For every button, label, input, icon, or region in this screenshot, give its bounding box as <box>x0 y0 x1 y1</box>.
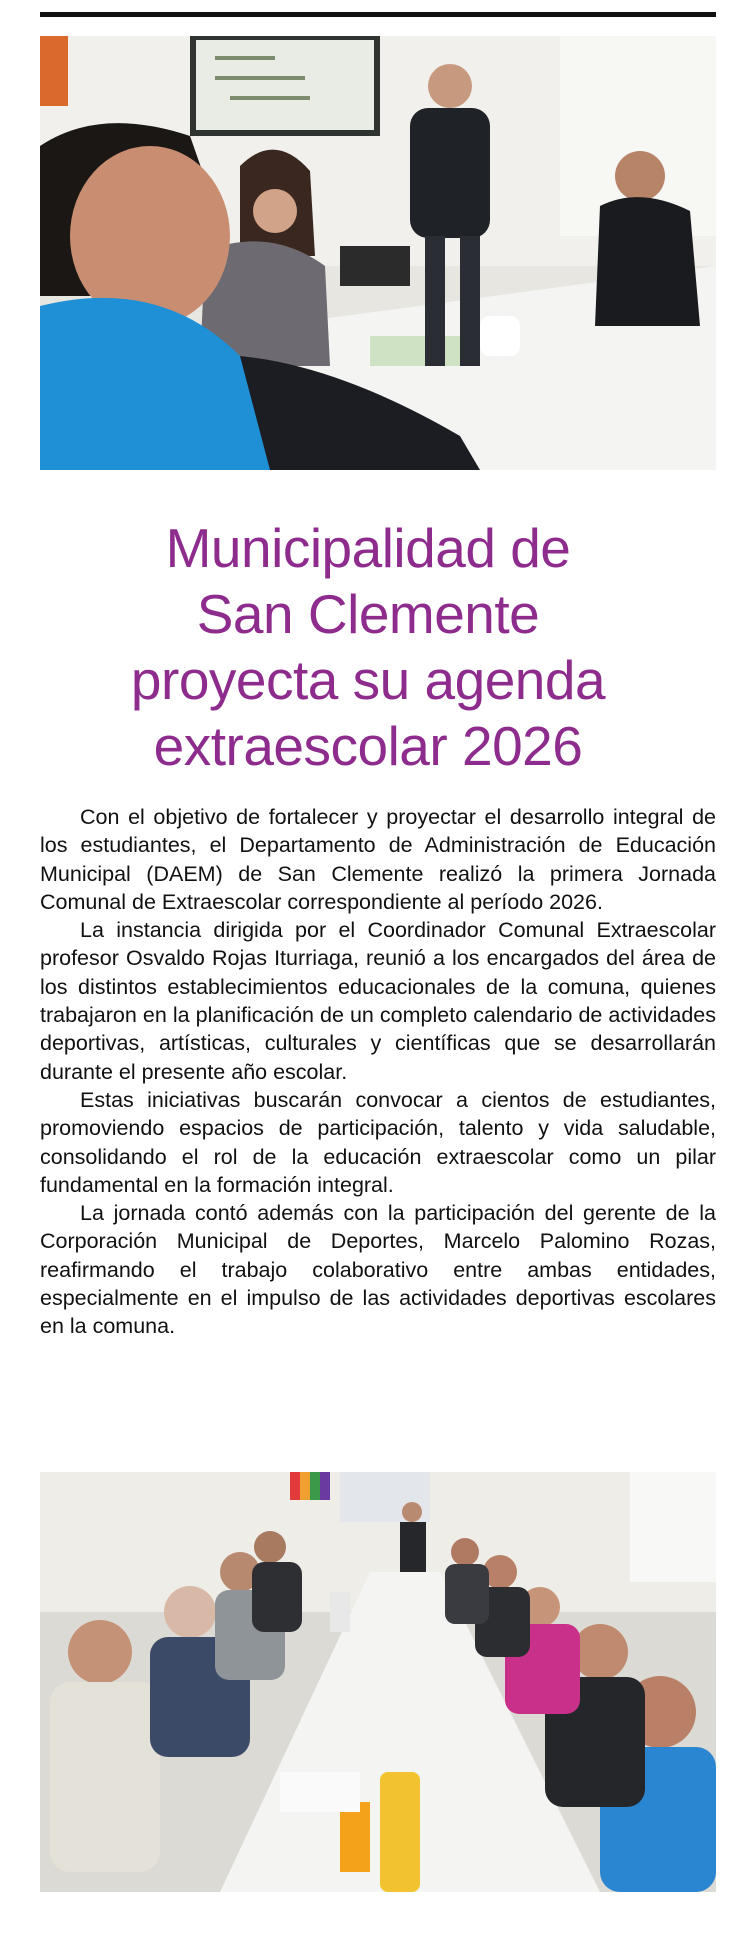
headline-line: extraescolar 2026 <box>153 714 583 777</box>
meeting-photo-bottom <box>40 1472 716 1892</box>
article-paragraph: La instancia dirigida por el Coordinador Comunal Extraescolar profesor Osvaldo Rojas Iturriaga, reunió a los encargados del área de los distintos establecimientos educacionales de la comuna, quienes trabajaron en la planificación de un completo calendario de actividades deportivas, artísticas, culturales y científicas que se desarrollarán durante el presente año escolar. <box>40 918 716 1084</box>
article-paragraph: Con el objetivo de fortalecer y proyectar el desarrollo integral de los estudiantes, el Departamento de Administración de Educación Municipal (DAEM) de San Clemente realizó la primera Jornada Comunal de Extraescolar correspondiente al período 2026. <box>40 805 716 914</box>
headline-line: San Clemente <box>196 582 540 645</box>
article-headline <box>30 515 706 779</box>
article-paragraph: La jornada contó además con la participación del gerente de la Corporación Municipal de Deportes, Marcelo Palomino Rozas, reafirmando el trabajo colaborativo entre ambas entidades, especialmente en el impulso de las actividades deportivas escolares en la comuna. <box>40 1201 716 1339</box>
headline-line: Municipalidad de <box>165 516 571 579</box>
meeting-photo-top <box>40 36 716 470</box>
article-body <box>40 803 716 1341</box>
article-paragraph: Estas iniciativas buscarán convocar a cientos de estudiantes, promoviendo espacios de participación, talento y vida saludable, consolidando el rol de la educación extraescolar como un pilar fundamental en la formación integral. <box>40 1087 716 1197</box>
headline-line: proyecta su agenda <box>130 648 606 711</box>
top-rule <box>40 12 716 17</box>
